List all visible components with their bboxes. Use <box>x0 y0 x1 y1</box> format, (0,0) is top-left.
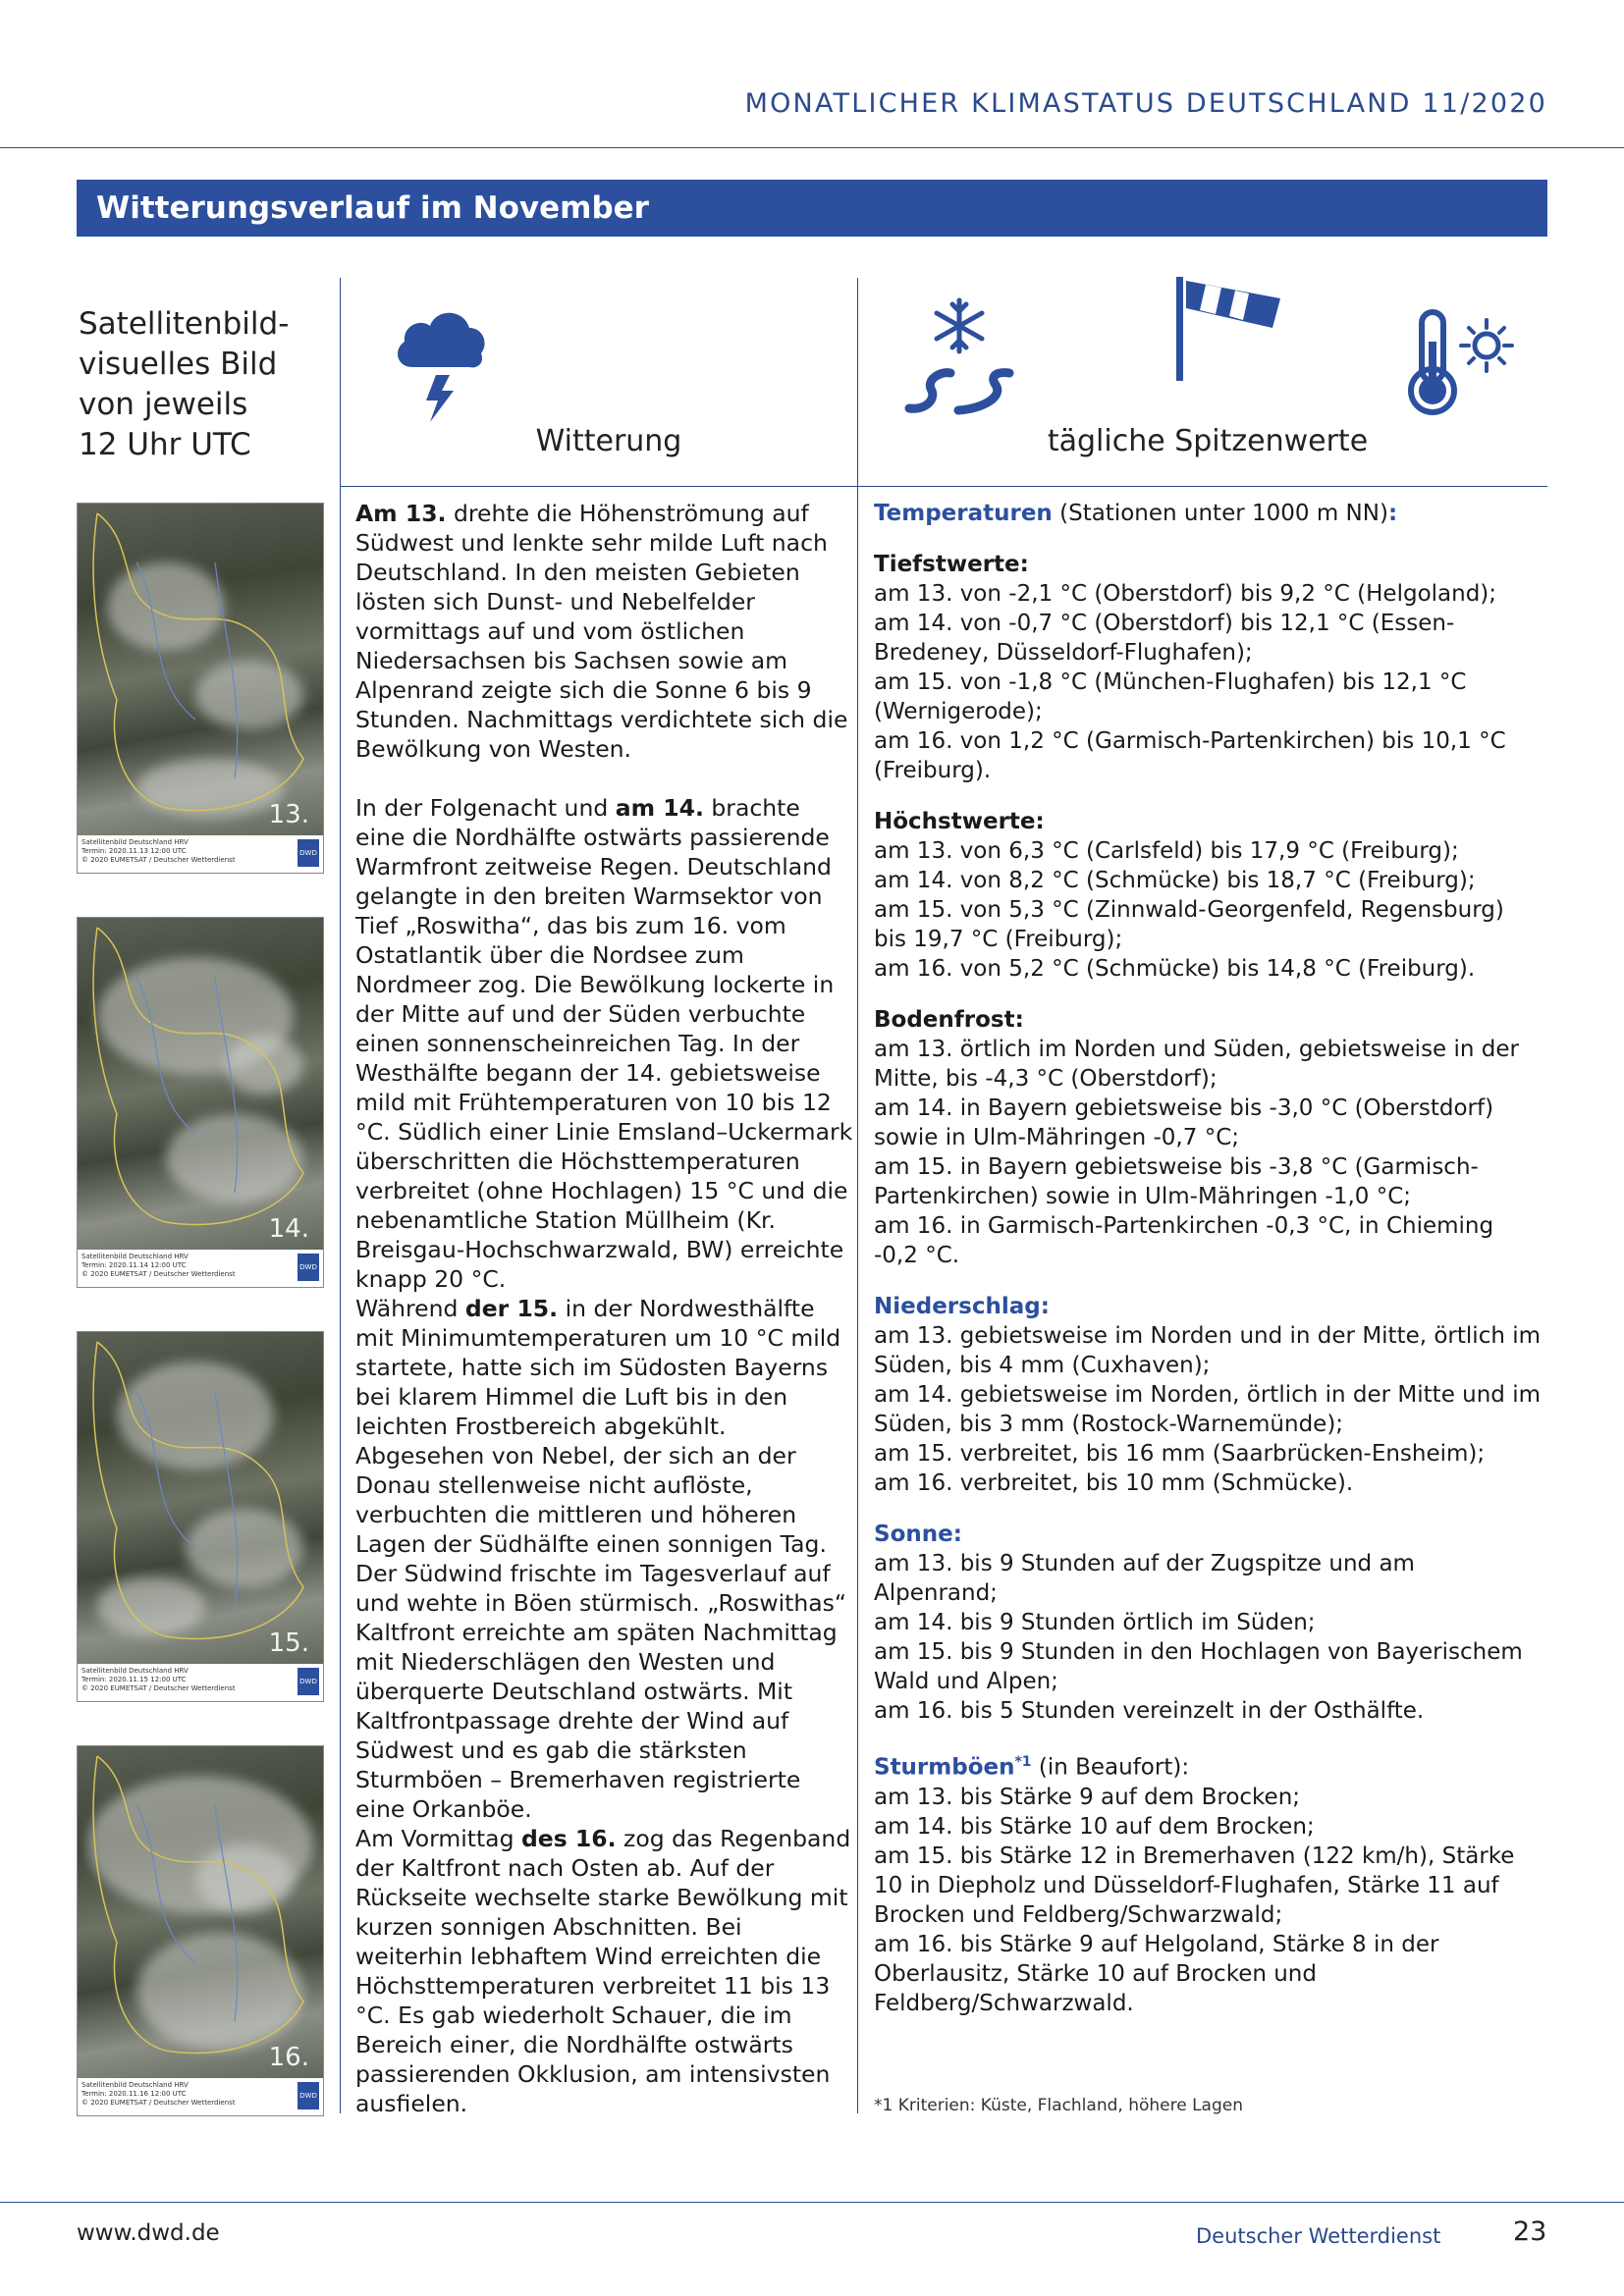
satellite-caption-line: Satellitenbild Deutschland HRV <box>81 1253 189 1260</box>
satellite-caption-line: © 2020 EUMETSAT / Deutscher Wetterdienst <box>81 1270 236 1278</box>
witterung-column-label: Witterung <box>535 424 682 458</box>
witterung-paragraph-14: In der Folgenacht und am 14. brachte eine die Nordhälfte ostwärts passierende Warmfront zeitweise Regen. Deutschland gelangte in den breiten Warmsektor von Tief „Roswitha“, das bis zum 16. vom Ostatlantik über die Nordsee zum Nordmeer zog. Die Bewölkung lockerte in der Mitte auf und der Süden verbuchte einen sonnenscheinreichen Tag. In der Westhälfte begann der 14. gebietsweise mild mit Frühtemperaturen von 10 bis 12 °C. Südlich einer Linie Emsland–Uckermark überschritten die Höchsttemperaturen verbreitet (ohne Hochlagen) 15 °C und die nebenamtliche Station Müllheim (Kr. Breisgau-Hochschwarzwald, BW) erreichte knapp 20 °C. <box>355 794 853 1293</box>
river-line <box>136 1391 238 1607</box>
witterung-paragraph-15: Während der 15. in der Nordwesthälfte mit Minimumtemperaturen um 10 °C mild startete, hatte sich im Südosten Bayerns bei klarem Himmel die Luft bis in den leichten Frostbereich abgekühlt. Abgesehen von Nebel, der sich an der Donau stellenweise nicht auflöste, verbuchten die mittleren und höheren Lagen der Südhälfte einen sonnigen Tag. Der Südwind frischte im Tagesverlauf auf und wehte in Böen stürmisch. „Roswithas“ Kaltfront erreichte am späten Nachmittag mit Niederschlägen den Westen und überquerte Deutschland ostwärts. Mit Kaltfrontpassage drehte der Wind auf Südwest und es gab die stärksten Sturmböen – Bremerhaven registrierte eine Orkanböe. <box>355 1295 847 1823</box>
satellite-day-label: 13. <box>268 800 309 829</box>
snow-ice-road-icon <box>901 294 1017 424</box>
hoechstwerte-section: Höchstwerte: am 13. von 6,3 °C (Carlsfeld) bis 17,9 °C (Freiburg); am 14. von 8,2 °C (Schmücke) bis 18,7 °C (Freiburg); am 15. von 5,3 °C (Zinnwald-Georgenfeld, Regensburg) bis 19,7 °C (Freiburg); am 16. von 5,2 °C (Schmücke) bis 14,8 °C (Freiburg). <box>874 809 1504 982</box>
border-line <box>93 1342 303 1639</box>
satellite-day-label: 14. <box>268 1214 309 1244</box>
thermometer-sun-icon <box>1402 308 1520 422</box>
satellite-caption <box>78 835 323 873</box>
satellite-caption <box>78 1664 323 1701</box>
witterung-paragraph-16: Am Vormittag des 16. zog das Regenband der Kaltfront nach Osten ab. Auf der Rückseite wechselte starke Bewölkung mit kurzen sonnigen Abschnitten. Bei weiterhin lebhaftem Wind erreichten die Höchsttemperaturen verbreitet 11 bis 13 °C. Es gab wiederholt Schauer, die im Bereich einer, die Nordhälfte ostwärts passierenden Okklusion, am intensivsten ausfielen. <box>355 1825 851 2117</box>
river-line <box>136 977 238 1193</box>
organization-name: Deutscher Wetterdienst <box>1196 2224 1441 2248</box>
thunderstorm-icon <box>391 291 489 430</box>
section-banner: Witterungsverlauf im November <box>77 180 1547 237</box>
satellite-caption-line: Satellitenbild Deutschland HRV <box>81 1667 189 1675</box>
satellite-caption-line: Satellitenbild Deutschland HRV <box>81 838 189 846</box>
river-line <box>136 562 238 778</box>
header-divider <box>0 147 1624 148</box>
river-line <box>136 1805 238 2021</box>
border-line <box>93 928 303 1225</box>
spitzenwerte-column-label: tägliche Spitzenwerte <box>1047 424 1369 458</box>
border-line <box>93 513 303 811</box>
sonne-section: Sonne: am 13. bis 9 Stunden auf der Zugspitze und am Alpenrand; am 14. bis 9 Stunden örtlich im Süden; am 15. bis 9 Stunden in den Hochlagen von Bayerischem Wald und Alpen; am 16. bis 5 Stunden vereinzelt in der Osthälfte. <box>874 1522 1523 1724</box>
satellite-caption-line: © 2020 EUMETSAT / Deutscher Wetterdienst <box>81 1684 236 1692</box>
dwd-logo-icon: DWD <box>298 839 319 867</box>
satellite-image-1 <box>77 503 324 874</box>
dwd-logo-icon: DWD <box>298 2082 319 2109</box>
satellite-column-label: Satellitenbild- visuelles Bild von jeweils 12 Uhr UTC <box>79 306 290 462</box>
sturmboeen-section: Sturmböen$^{*1}$ (in Beaufort): am 13. bis Stärke 9 auf dem Brocken; am 14. bis Stärke 10 auf dem Brocken; am 15. bis Stärke 12 in Bremerhaven (122 km/h), Stärke 10 in Diepholz und Düsseldorf-Flughafen, Stärke 11 auf Brocken und Feldberg/Schwarzwald; am 16. bis Stärke 9 auf Helgoland, Stärke 8 in der Oberlausitz, Stärke 10 auf Brocken und Feldberg/Schwarzwald. <box>874 1754 1515 2016</box>
tiefstwerte-section: Tiefstwerte: am 13. von -2,1 °C (Oberstdorf) bis 9,2 °C (Helgoland); am 14. von -0,7 °C (Oberstdorf) bis 12,1 °C (Essen-Bredeney, Düsseldorf-Flughafen); am 15. von -1,8 °C (München-Flughafen) bis 12,1 °C (Wernigerode); am 16. von 1,2 °C (Garmisch-Partenkirchen) bis 10,1 °C (Freiburg). <box>874 552 1506 783</box>
dwd-logo-icon: DWD <box>298 1254 319 1281</box>
footer-divider <box>0 2202 1624 2203</box>
temperature-header: Temperaturen (Stationen unter 1000 m NN): <box>874 501 1398 526</box>
satellite-image-2 <box>77 917 324 1288</box>
dwd-logo-icon: DWD <box>298 1668 319 1695</box>
satellite-caption-line: Termin: 2020.11.13 12:00 UTC <box>81 847 187 855</box>
satellite-day-label: 16. <box>268 2043 309 2072</box>
table-header-rule <box>340 486 1547 487</box>
satellite-caption-line: Termin: 2020.11.16 12:00 UTC <box>81 2090 187 2098</box>
spitzenwerte-text <box>874 499 1542 2040</box>
page-number: 23 <box>1513 2216 1547 2247</box>
bodenfrost-section: Bodenfrost: am 13. örtlich im Norden und Süden, gebietsweise in der Mitte, bis -4,3 °C (Oberstdorf); am 14. in Bayern gebietsweise bis -3,0 °C (Oberstdorf) sowie in Ulm-Mähringen -0,7 °C; am 15. in Bayern gebietsweise bis -3,8 °C (Garmisch-Partenkirchen) sowie in Ulm-Mähringen -1,0 °C; am 16. in Garmisch-Partenkirchen -0,3 °C, in Chieming -0,2 °C. <box>874 1007 1519 1268</box>
windsock-icon <box>1170 273 1286 387</box>
satellite-image-3 <box>77 1331 324 1702</box>
satellite-day-label: 15. <box>268 1629 309 1658</box>
border-line <box>93 1756 303 2054</box>
satellite-image-4 <box>77 1745 324 2116</box>
satellite-caption-line: © 2020 EUMETSAT / Deutscher Wetterdienst <box>81 856 236 864</box>
witterung-text <box>355 499 856 2118</box>
report-title: MONATLICHER KLIMASTATUS DEUTSCHLAND 11/2020 <box>744 88 1547 119</box>
witterung-paragraph-13: Am 13. drehte die Höhenströmung auf Südwest und lenkte sehr milde Luft nach Deutschland. In den meisten Gebieten lösten sich Dunst- und Nebelfelder vormittags auf und vom östlichen Niedersachsen bis Sachsen sowie am Alpenrand zeigte sich die Sonne 6 bis 9 Stunden. Nachmittags verdichtete sich die Bewölkung von Westen. <box>355 500 848 763</box>
column-divider-2 <box>857 278 858 2113</box>
satellite-caption-line: © 2020 EUMETSAT / Deutscher Wetterdienst <box>81 2099 236 2107</box>
satellite-caption <box>78 2078 323 2115</box>
satellite-caption <box>78 1250 323 1287</box>
satellite-caption-line: Termin: 2020.11.14 12:00 UTC <box>81 1261 187 1269</box>
satellite-caption-line: Satellitenbild Deutschland HRV <box>81 2081 189 2089</box>
footnote: *1 Kriterien: Küste, Flachland, höhere Lagen <box>874 2096 1244 2115</box>
niederschlag-section: Niederschlag: am 13. gebietsweise im Norden und in der Mitte, örtlich im Süden, bis 4 mm (Cuxhaven); am 14. gebietsweise im Norden, örtlich in der Mitte und im Süden, bis 3 mm (Rostock-Warnemünde); am 15. verbreitet, bis 16 mm (Saarbrücken-Ensheim); am 16. verbreitet, bis 10 mm (Schmücke). <box>874 1294 1542 1496</box>
column-divider-1 <box>340 278 341 2113</box>
satellite-caption-line: Termin: 2020.11.15 12:00 UTC <box>81 1676 187 1683</box>
website-link[interactable]: www.dwd.de <box>77 2220 220 2246</box>
